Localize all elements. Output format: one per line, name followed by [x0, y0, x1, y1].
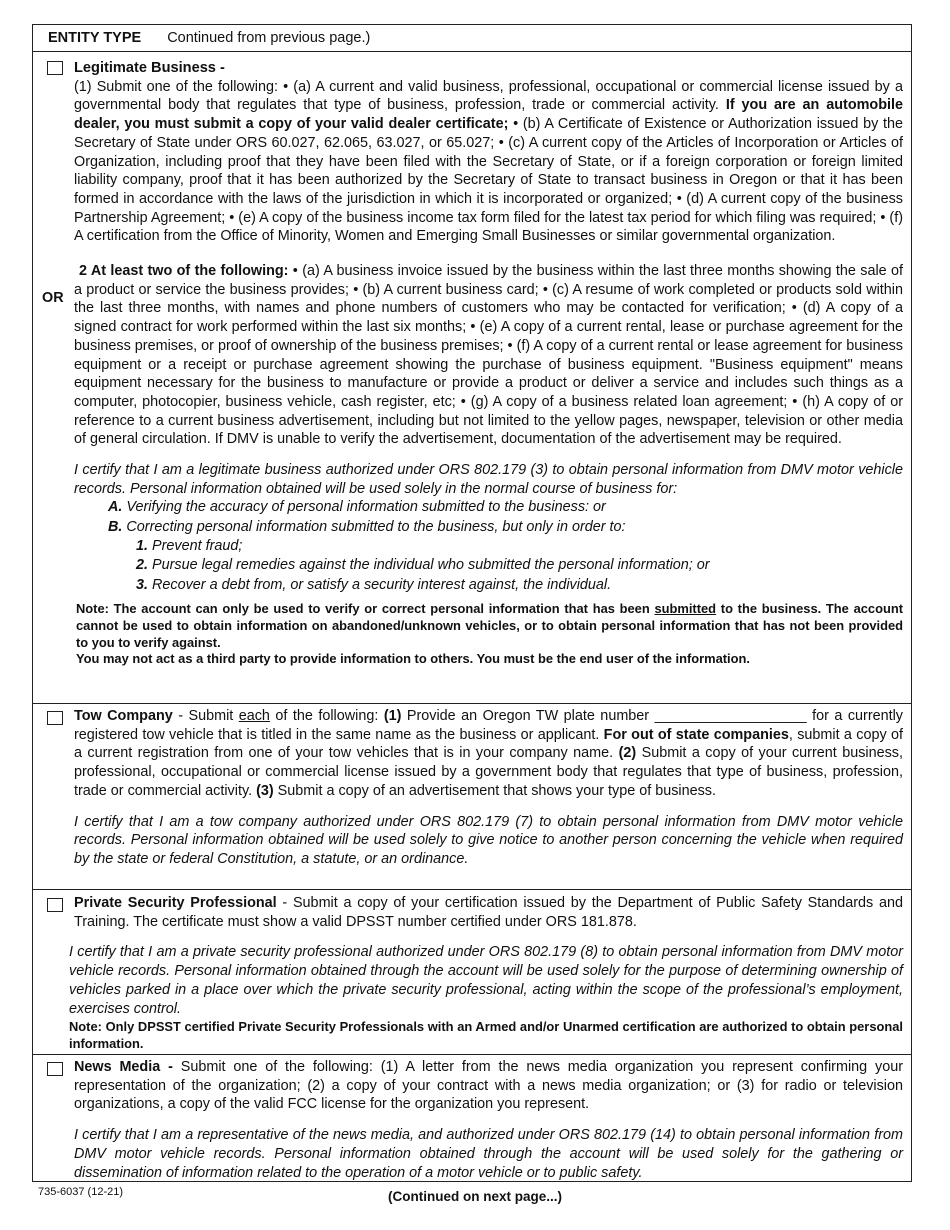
tow-company-checkbox[interactable]: [47, 711, 63, 725]
tow-text-2: of the following:: [269, 708, 384, 724]
dealer-certificate-text: If you are an automobile dealer, you must submit a copy of your valid dealer certificate;: [74, 97, 903, 133]
entity-type-label: ENTITY TYPE: [48, 30, 142, 46]
legitimate-option-2: [74, 262, 903, 449]
news-media-title: News Media -: [74, 1059, 173, 1075]
option-2-heading: 2 At least two of the following:: [79, 263, 289, 280]
news-media-section: [33, 1054, 911, 1181]
tow-out-of-state: For out of state companies: [603, 726, 789, 743]
tow-text-6: Submit a copy of an advertisement that shows your type of business.: [273, 782, 716, 799]
list-text-a: Verifying the accuracy of personal information submitted to the business: or: [126, 499, 606, 516]
news-media-certify-text: I certify that I am a representative of the news media, and authorized under ORS 802.179 (14) to obtain personal information from DMV motor vehicle records. Personal information obtained through the account will be used solely for the gathering or dissemination of information related to the operation of a motor vehicle or to public safety.: [74, 1127, 903, 1181]
tow-num-2: (2): [618, 745, 637, 762]
list-text-b: Correcting personal information submitted to the business, but only in order to:: [126, 518, 626, 535]
tow-num-3: (3): [256, 782, 274, 799]
list-label-1: 1.: [136, 538, 149, 555]
list-text-3: Recover a debt from, or satisfy a security interest against, the individual.: [152, 576, 612, 593]
form-frame: [32, 24, 912, 1182]
list-item-2: [136, 556, 903, 575]
security-section: [33, 889, 911, 1054]
tow-company-text: [74, 707, 903, 801]
security-body: - Submit a copy of your certification issued by the Department of Public Safety Standards and Training. The certificate must show a valid DPSST number certified under ORS 181.878.: [74, 895, 903, 930]
security-checkbox[interactable]: [47, 898, 63, 912]
list-item-1: [136, 537, 903, 556]
note-submitted: submitted: [654, 600, 717, 616]
list-item-b: [108, 518, 903, 537]
tow-text-1: - Submit: [172, 708, 239, 724]
tow-certify-text: I certify that I am a tow company authorized under ORS 802.179 (7) to obtain personal information from DMV motor vehicle records. Personal information obtained will be used solely to give notice to another person concerning the vehicle when required by the state or federal Constitution, a statute, or an ordinance.: [74, 813, 903, 867]
tow-text-5: Submit a copy of your current business, professional, occupational or commercial license issued by a government body that regulates that type of business, profession, trade or commercial activity.: [74, 745, 903, 799]
tow-company-section: [33, 703, 911, 889]
legitimate-business-section: [33, 52, 911, 703]
option-1-text: (1) Submit one of the following: • (a) A current and valid business, professional, occupational or commercial license issued by a governmental body that regulates that type of business, profession, trade or commercial activity.: [74, 78, 903, 114]
list-label-b: B.: [108, 518, 123, 535]
or-label: OR: [42, 290, 64, 306]
list-text-2: Pursue legal remedies against the individual who submitted the personal information; or: [152, 557, 710, 574]
list-text-1: Prevent fraud;: [152, 538, 243, 555]
note-text: Note: The account can only be used to verify or correct personal information that has been: [76, 600, 655, 616]
list-item-3: [136, 576, 903, 595]
news-media-body: Submit one of the following: (1) A letter from the news media organization you represent confirming your representation of the organization; (2) a copy of your contract with a news media organization; or (3) for radio or television organizations, a copy of the valid FCC license for the organization you represent.: [74, 1059, 903, 1113]
list-label-3: 3.: [136, 576, 149, 593]
tow-company-title: Tow Company: [74, 708, 173, 724]
list-label-a: A.: [108, 499, 123, 516]
news-media-text: [74, 1058, 903, 1114]
option-1-text-cont: • (b) A Certificate of Existence or Authorization issued by the Secretary of State under ORS 60.027, 62.065, 63.027, or 65.027; • (c) A current copy of the Articles of Incorporation or Articles of Organization, including proof that they have been filed with the Secretary of State, or if a foreign corporation or foreign limited liability company, proof that it has been authorized by the Secretary of State to transact business in Oregon or that it has been formed in accordance with the laws of the jurisdiction in which it is incorporated or organized; • (d) A current copy of the business Partnership Agreement; • (e) A copy of the business income tax form filed for the latest tax period for which filing was required; • (f) A certification from the Office of Minority, Women and Emerging Small Businesses or similar governmental organization.: [74, 116, 903, 245]
tow-text-4: , submit a copy of a current registration from one of your tow vehicles that is in your company name.: [74, 726, 903, 762]
legitimate-certify-text: I certify that I am a legitimate business authorized under ORS 802.179 (3) to obtain personal information from DMV motor vehicle records. Personal information obtained will be used solely in the normal course of business for:: [74, 462, 903, 497]
news-media-checkbox[interactable]: [47, 1062, 63, 1076]
header-row: [33, 25, 911, 52]
continued-next-page: (Continued on next page...): [388, 1189, 562, 1204]
security-text: [74, 894, 903, 931]
tow-num-1: (1): [383, 708, 402, 724]
legitimate-business-checkbox[interactable]: [47, 61, 63, 75]
form-number: 735-6037 (12-21): [38, 1186, 124, 1198]
legitimate-option-1: [74, 78, 903, 246]
note-text-cont: to the business. The account cannot be used to obtain information on abandoned/unknown vehicles, or to obtain personal information that has not been provided to you to verify against.: [76, 600, 903, 650]
legitimate-business-title: Legitimate Business -: [74, 60, 225, 76]
tow-text-3: Provide an Oregon TW plate number ___________________ for a currently registered tow vehicle that is titled in the same name as the business or applicant.: [74, 708, 904, 743]
third-party-note: You may not act as a third party to provide information to others. You must be the end user of the information.: [76, 651, 750, 667]
option-2-text: • (a) A business invoice issued by the business within the last three months showing the sale of a product or service the business provides; • (b) A current business card; • (c) A resume of work completed or products sold within the last three months, with names and phone numbers of customers who may be contacted for verification; • (d) A copy of a signed contract for work performed within the last six months; • (e) A copy of a current rental, lease or purchase agreement for the business premises, or proof of ownership of the business premises; • (f) A copy of a current rental or lease agreement for business equipment or a receipt or purchase agreement showing the purchase of business equipment. "Business equipment" means equipment necessary for the business to manufacture or provide a product or deliver a service and includes such things as a computer, photocopier, business vehicle, cash register, etc; • (g) A copy of a business related loan agreement; • (h) A copy of or reference to a current business advertisement, including but not limited to the yellow pages, newspaper, television or other media of general circulation. If DMV is unable to verify the advertisement, documentation of the advertisement may be required.: [74, 263, 903, 448]
legitimate-note: [74, 601, 903, 651]
list-label-2: 2.: [136, 557, 149, 574]
security-certify-text: I certify that I am a private security professional authorized under ORS 802.179 (8) to obtain personal information from DMV motor vehicle records. Personal information obtained through the account will be used solely for the purpose of determining ownership of vehicles parked in a place over which the private security professional, acting within the scope of the professional’s employment, exercises control.: [69, 944, 903, 1017]
list-item-a: [108, 498, 903, 517]
tow-each: each: [238, 708, 270, 724]
continued-from-label: Continued from previous page.): [167, 30, 371, 46]
security-title: Private Security Professional: [74, 895, 277, 911]
security-note: Note: Only DPSST certified Private Security Professionals with an Armed and/or Unarmed certification are authorized to obtain personal information.: [69, 1019, 903, 1052]
